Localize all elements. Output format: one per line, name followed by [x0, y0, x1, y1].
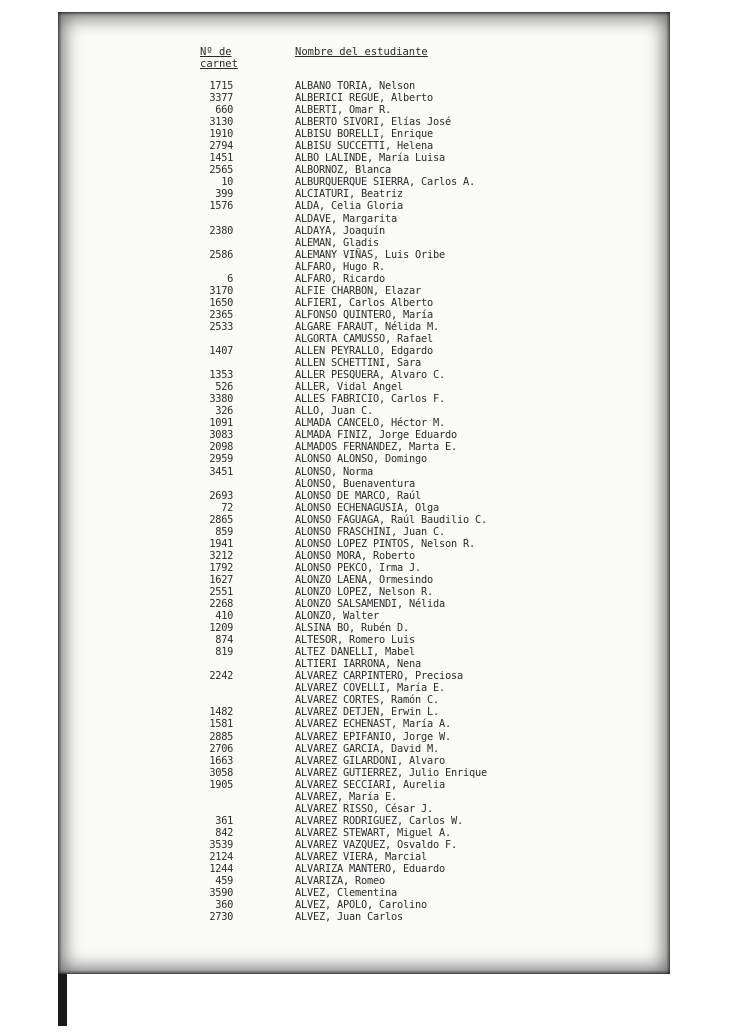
student-row: [0, 116, 729, 128]
carnet-number: 2124: [209, 851, 233, 863]
student-row: [0, 369, 729, 381]
student-name: ALVAREZ CORTES, Ramón C.: [295, 694, 439, 707]
carnet-number: 6: [227, 272, 233, 285]
student-row: [0, 827, 729, 839]
student-row: [0, 670, 729, 682]
student-row: [0, 550, 729, 562]
student-row: [0, 899, 729, 911]
student-row: [0, 176, 729, 188]
student-row: [0, 152, 729, 164]
student-name: ALVAREZ RODRIGUEZ, Carlos W.: [295, 814, 463, 827]
student-row: [0, 321, 729, 333]
carnet-number: 874: [215, 634, 233, 647]
carnet-number: 2730: [209, 911, 233, 924]
student-row: [0, 610, 729, 622]
student-row: [0, 622, 729, 634]
student-row: [0, 393, 729, 405]
student-name: ALEMANY VIÑAS, Luis Oribe: [295, 248, 445, 261]
student-name: ALFIE CHARBON, Elazar: [295, 284, 421, 297]
carnet-number: 660: [215, 104, 233, 117]
carnet-number: 2242: [209, 670, 233, 683]
student-name: ALBERTI, Omar R.: [295, 104, 391, 117]
student-name: ALONSO FAGUAGA, Raúl Baudilio C.: [295, 513, 487, 526]
number-column-header-line1: Nº de: [200, 46, 232, 58]
carnet-number: 859: [215, 525, 233, 538]
student-row: [0, 791, 729, 803]
carnet-number: 3451: [209, 465, 233, 478]
student-row: [0, 755, 729, 767]
student-row: [0, 586, 729, 598]
student-name: ALVAREZ EPIFANIO, Jorge W.: [295, 730, 451, 743]
student-row: [0, 297, 729, 309]
carnet-number: 2551: [209, 585, 233, 598]
student-name: ALFARO, Ricardo: [295, 272, 385, 285]
carnet-number: 459: [215, 875, 233, 888]
carnet-number: 1209: [209, 622, 233, 635]
student-name: ALVEZ, Juan Carlos: [295, 911, 403, 924]
carnet-number: 2565: [209, 164, 233, 177]
carnet-number: 1792: [209, 561, 233, 574]
student-name: ALBURQUERQUE SIERRA, Carlos A.: [295, 176, 475, 189]
student-row: [0, 863, 729, 875]
student-row: [0, 538, 729, 550]
student-row: [0, 803, 729, 815]
student-list: [0, 80, 729, 923]
student-name: ALONSO DE MARCO, Raúl: [295, 489, 421, 502]
carnet-number: 2959: [209, 453, 233, 466]
student-row: [0, 706, 729, 718]
student-row: [0, 887, 729, 899]
student-name: ALLEN SCHETTINI, Sara: [295, 357, 421, 370]
student-row: [0, 249, 729, 261]
carnet-number: 1715: [209, 80, 233, 92]
carnet-number: 2706: [209, 742, 233, 755]
student-name: ALVAREZ GILARDONI, Alvaro: [295, 754, 445, 767]
student-row: [0, 140, 729, 152]
student-name: ALFONSO QUINTERO, María: [295, 308, 433, 321]
student-name: ALTESOR, Romero Luis: [295, 634, 415, 647]
student-name: ALONSO FRASCHINI, Juan C.: [295, 525, 445, 538]
carnet-number: 1581: [209, 718, 233, 731]
carnet-number: 2693: [209, 489, 233, 502]
student-name: ALVAREZ GUTIERREZ, Julio Enrique: [295, 766, 487, 779]
student-row: [0, 526, 729, 538]
carnet-number: 399: [215, 188, 233, 201]
carnet-number: 1627: [209, 573, 233, 586]
student-name: ALBERICI REGUE, Alberto: [295, 92, 433, 105]
carnet-number: 326: [215, 405, 233, 418]
student-name: ALSINA BO, Rubén D.: [295, 622, 409, 635]
carnet-number: 819: [215, 646, 233, 659]
student-row: [0, 682, 729, 694]
student-name: ALTIERI IARRONA, Nena: [295, 658, 421, 671]
student-name: ALVAREZ COVELLI, María E.: [295, 682, 445, 695]
student-row: [0, 273, 729, 285]
student-name: ALONSO ECHENAGUSIA, Olga: [295, 501, 439, 514]
student-name: ALBERTO SIVORI, Elías José: [295, 116, 451, 129]
student-name: ALBANO TORIA, Nelson: [295, 80, 415, 92]
student-name: ALTEZ DANELLI, Mabel: [295, 646, 415, 659]
carnet-number: 1244: [209, 863, 233, 876]
student-row: [0, 441, 729, 453]
student-name: ALMADA CANCELO, Héctor M.: [295, 417, 445, 430]
student-row: [0, 646, 729, 658]
student-row: [0, 779, 729, 791]
student-name: ALVAREZ STEWART, Miguel A.: [295, 826, 451, 839]
student-name: ALDA, Celia Gloria: [295, 200, 403, 213]
student-name: ALDAYA, Joaquín: [295, 224, 385, 237]
student-row: [0, 466, 729, 478]
student-name: ALEMAN, Gladis: [295, 236, 379, 249]
scan-edge-bar: [58, 974, 67, 1026]
student-row: [0, 417, 729, 429]
student-row: [0, 381, 729, 393]
student-name: ALMADA FINIZ, Jorge Eduardo: [295, 429, 457, 442]
carnet-number: 410: [215, 610, 233, 623]
student-name: ALVAREZ RISSO, César J.: [295, 802, 433, 815]
student-name: ALONZO LAENA, Ormesindo: [295, 573, 433, 586]
student-name: ALVAREZ VAZQUEZ, Osvaldo F.: [295, 838, 457, 851]
name-column-header: Nombre del estudiante: [295, 46, 428, 58]
carnet-number: 1576: [209, 200, 233, 213]
student-name: ALLES FABRICIO, Carlos F.: [295, 393, 445, 406]
student-name: ALONSO PEKCO, Irma J.: [295, 561, 421, 574]
student-name: ALMADOS FERNANDEZ, Marta E.: [295, 441, 457, 454]
student-row: [0, 658, 729, 670]
student-name: ALLER PESQUERA, Alvaro C.: [295, 369, 445, 382]
carnet-number: 3590: [209, 887, 233, 900]
student-name: ALONZO SALSAMENDI, Nélida: [295, 598, 445, 611]
carnet-number: 2098: [209, 441, 233, 454]
student-row: [0, 225, 729, 237]
student-row: [0, 851, 729, 863]
student-row: [0, 574, 729, 586]
student-row: [0, 634, 729, 646]
carnet-number: 2586: [209, 248, 233, 261]
student-row: [0, 875, 729, 887]
student-name: ALFIERI, Carlos Alberto: [295, 296, 433, 309]
carnet-number: 3539: [209, 838, 233, 851]
student-name: ALFARO, Hugo R.: [295, 260, 385, 273]
carnet-number: 361: [215, 814, 233, 827]
student-row: [0, 490, 729, 502]
student-row: [0, 237, 729, 249]
student-row: [0, 261, 729, 273]
student-name: ALLEN PEYRALLO, Edgardo: [295, 345, 433, 358]
student-name: ALCIATURI, Beatriz: [295, 188, 403, 201]
carnet-number: 3130: [209, 116, 233, 129]
carnet-number: 360: [215, 899, 233, 912]
student-name: ALBISU BORELLI, Enrique: [295, 128, 433, 141]
carnet-number: 1650: [209, 296, 233, 309]
student-name: ALVAREZ CARPINTERO, Preciosa: [295, 670, 463, 683]
student-name: ALONZO LOPEZ, Nelson R.: [295, 585, 433, 598]
carnet-number: 3058: [209, 766, 233, 779]
student-name: ALDAVE, Margarita: [295, 212, 397, 225]
student-row: [0, 743, 729, 755]
student-row: [0, 453, 729, 465]
carnet-number: 1663: [209, 754, 233, 767]
student-name: ALBISU SUCCETTI, Helena: [295, 140, 433, 153]
carnet-number: 2794: [209, 140, 233, 153]
student-row: [0, 815, 729, 827]
student-name: ALVAREZ SECCIARI, Aurelia: [295, 778, 445, 791]
student-row: [0, 357, 729, 369]
student-name: ALGORTA CAMUSSO, Rafael: [295, 332, 433, 345]
student-row: [0, 429, 729, 441]
carnet-number: 10: [221, 176, 233, 189]
student-row: [0, 731, 729, 743]
student-name: ALBO LALINDE, María Luisa: [295, 152, 445, 165]
student-name: ALONSO LOPEZ PINTOS, Nelson R.: [295, 537, 475, 550]
student-name: ALVAREZ GARCIA, David M.: [295, 742, 439, 755]
student-name: ALVARIZA MANTERO, Eduardo: [295, 863, 445, 876]
student-name: ALVEZ, APOLO, Carolino: [295, 899, 427, 912]
student-name: ALLER, Vidal Angel: [295, 381, 403, 394]
carnet-number: 3380: [209, 393, 233, 406]
carnet-number: 2365: [209, 308, 233, 321]
carnet-number: 3212: [209, 549, 233, 562]
carnet-number: 2885: [209, 730, 233, 743]
student-row: [0, 213, 729, 225]
student-row: [0, 562, 729, 574]
student-row: [0, 80, 729, 92]
carnet-number: 1910: [209, 128, 233, 141]
carnet-number: 1482: [209, 706, 233, 719]
carnet-number: 2380: [209, 224, 233, 237]
student-name: ALONSO ALONSO, Domingo: [295, 453, 427, 466]
student-name: ALVAREZ VIERA, Marcial: [295, 851, 427, 863]
student-name: ALVAREZ ECHENAST, María A.: [295, 718, 451, 731]
student-row: [0, 92, 729, 104]
student-name: ALVAREZ, María E.: [295, 790, 397, 803]
student-row: [0, 405, 729, 417]
student-name: ALONSO MORA, Roberto: [295, 549, 415, 562]
carnet-number: 2533: [209, 320, 233, 333]
carnet-number: 1353: [209, 369, 233, 382]
carnet-number: 526: [215, 381, 233, 394]
student-row: [0, 104, 729, 116]
student-name: ALLO, Juan C.: [295, 405, 373, 418]
carnet-number: 72: [221, 501, 233, 514]
student-row: [0, 839, 729, 851]
student-row: [0, 694, 729, 706]
student-row: [0, 502, 729, 514]
carnet-number: 1905: [209, 778, 233, 791]
student-name: ALBORNOZ, Blanca: [295, 164, 391, 177]
carnet-number: 1091: [209, 417, 233, 430]
student-row: [0, 285, 729, 297]
student-row: [0, 164, 729, 176]
student-row: [0, 200, 729, 212]
student-row: [0, 718, 729, 730]
carnet-number: 1407: [209, 345, 233, 358]
carnet-number: 3170: [209, 284, 233, 297]
student-name: ALVARIZA, Romeo: [295, 875, 385, 888]
student-name: ALONZO, Walter: [295, 610, 379, 623]
student-row: [0, 911, 729, 923]
student-name: ALONSO, Norma: [295, 465, 373, 478]
student-name: ALVAREZ DETJEN, Erwin L.: [295, 706, 439, 719]
carnet-number: 2865: [209, 513, 233, 526]
carnet-number: 2268: [209, 598, 233, 611]
student-name: ALONSO, Buenaventura: [295, 477, 415, 490]
student-row: [0, 767, 729, 779]
student-row: [0, 333, 729, 345]
student-row: [0, 598, 729, 610]
student-name: ALGARE FARAUT, Nélida M.: [295, 320, 439, 333]
student-row: [0, 188, 729, 200]
carnet-number: 1451: [209, 152, 233, 165]
student-row: [0, 478, 729, 490]
student-row: [0, 128, 729, 140]
student-row: [0, 345, 729, 357]
carnet-number: 3083: [209, 429, 233, 442]
number-column-header-line2: carnet: [200, 58, 238, 70]
carnet-number: 842: [215, 826, 233, 839]
student-name: ALVEZ, Clementina: [295, 887, 397, 900]
student-row: [0, 514, 729, 526]
carnet-number: 3377: [209, 92, 233, 105]
carnet-number: 1941: [209, 537, 233, 550]
student-row: [0, 309, 729, 321]
